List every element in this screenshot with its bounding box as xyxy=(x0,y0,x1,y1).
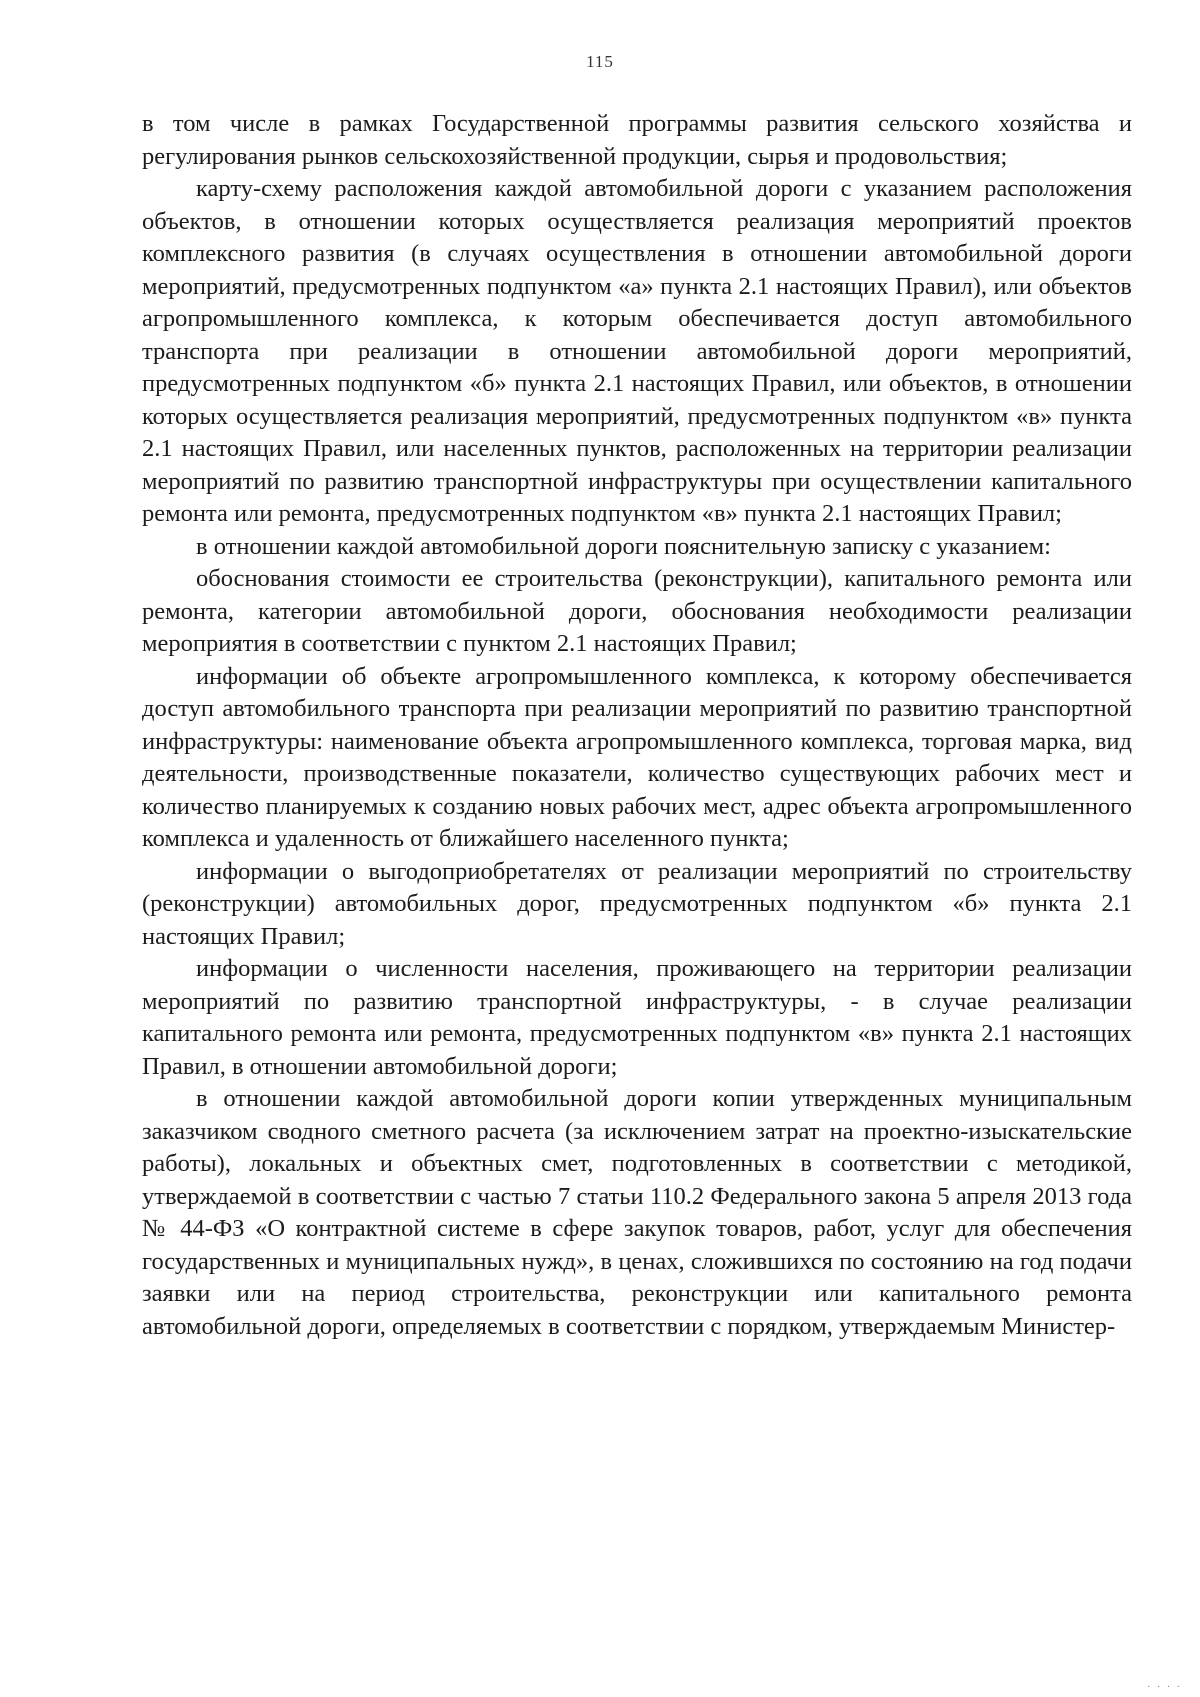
paragraph-3: в отношении каждой автомобильной дороги пояснительную записку с указанием: xyxy=(196,532,1051,560)
paragraph-4: обоснования стоимости ее строительства (реконструкции), капитального ремонта или ремонта, категории автомобильной дороги, обоснования необходимости реализации мероприятия в соответствии с пунктом 2.1 настоящих Правил; xyxy=(142,565,1132,657)
paragraph-8: в отношении каждой автомобильной дороги копии утвержденных муниципальным заказчиком сводного сметного расчета (за исключением затрат на проектно-изыскательские работы), локальных и объектных смет, подготовленных в соответствии с методикой, утверждаемой в соответствии с частью 7 статьи 110.2 Федерального закона 5 апреля 2013 года № 44-ФЗ «О контрактной системе в сфере закупок товаров, работ, услуг для обеспечения государственных и муниципальных нужд», в ценах, сложившихся по состоянию на год подачи заявки или на период строительства, реконструкции или капитального ремонта автомобильной дороги, определяемых в соответствии с порядком, утверждаемым Министер- xyxy=(142,1085,1132,1340)
paragraph-6: информации о выгодоприобретателях от реализации мероприятий по строительству (реконструкции) автомобильных дорог, предусмотренных подпунктом «б» пункта 2.1 настоящих Правил; xyxy=(142,857,1132,950)
page-number: 115 xyxy=(586,52,614,71)
scan-footer-mark: · · · · xyxy=(1147,1682,1182,1693)
paragraph-1: в том числе в рамках Государственной программы развития сельского хозяйства и регулирования рынков сельскохозяйственной продукции, сырья и продовольствия; xyxy=(142,110,1132,170)
document-body xyxy=(142,108,1132,1343)
paragraph-2: карту-схему расположения каждой автомобильной дороги с указанием расположения объектов, в отношении которых осуществляется реализация мероприятий проектов комплексного развития (в случаях осуществления в отношении автомобильной дороги мероприятий, предусмотренных подпунктом «а» пункта 2.1 настоящих Правил), или объектов агропромышленного комплекса, к которым обеспечивается доступ автомобильного транспорта при реализации в отношении автомобильной дороги мероприятий, предусмотренных подпунктом «б» пункта 2.1 настоящих Правил, или объектов, в отношении которых осуществляется реализация мероприятий, предусмотренных подпунктом «в» пункта 2.1 настоящих Правил, или населенных пунктов, расположенных на территории реализации мероприятий по развитию транспортной инфраструктуры при осуществлении капитального ремонта или ремонта, предусмотренных подпунктом «в» пункта 2.1 настоящих Правил; xyxy=(142,175,1132,527)
paragraph-7: информации о численности населения, проживающего на территории реализации мероприятий по развитию транспортной инфраструктуры, - в случае реализации капитального ремонта или ремонта, предусмотренных подпунктом «в» пункта 2.1 настоящих Правил, в отношении автомобильной дороги; xyxy=(142,955,1132,1080)
paragraph-5: информации об объекте агропромышленного комплекса, к которому обеспечивается доступ автомобильного транспорта при реализации мероприятий по развитию транспортной инфраструктуры: наименование объекта агропромышленного комплекса, торговая марка, вид деятельности, производственные показатели, количество существующих рабочих мест и количество планируемых к созданию новых рабочих мест, адрес объекта агропромышленного комплекса и удаленность от ближайшего населенного пункта; xyxy=(142,662,1132,852)
